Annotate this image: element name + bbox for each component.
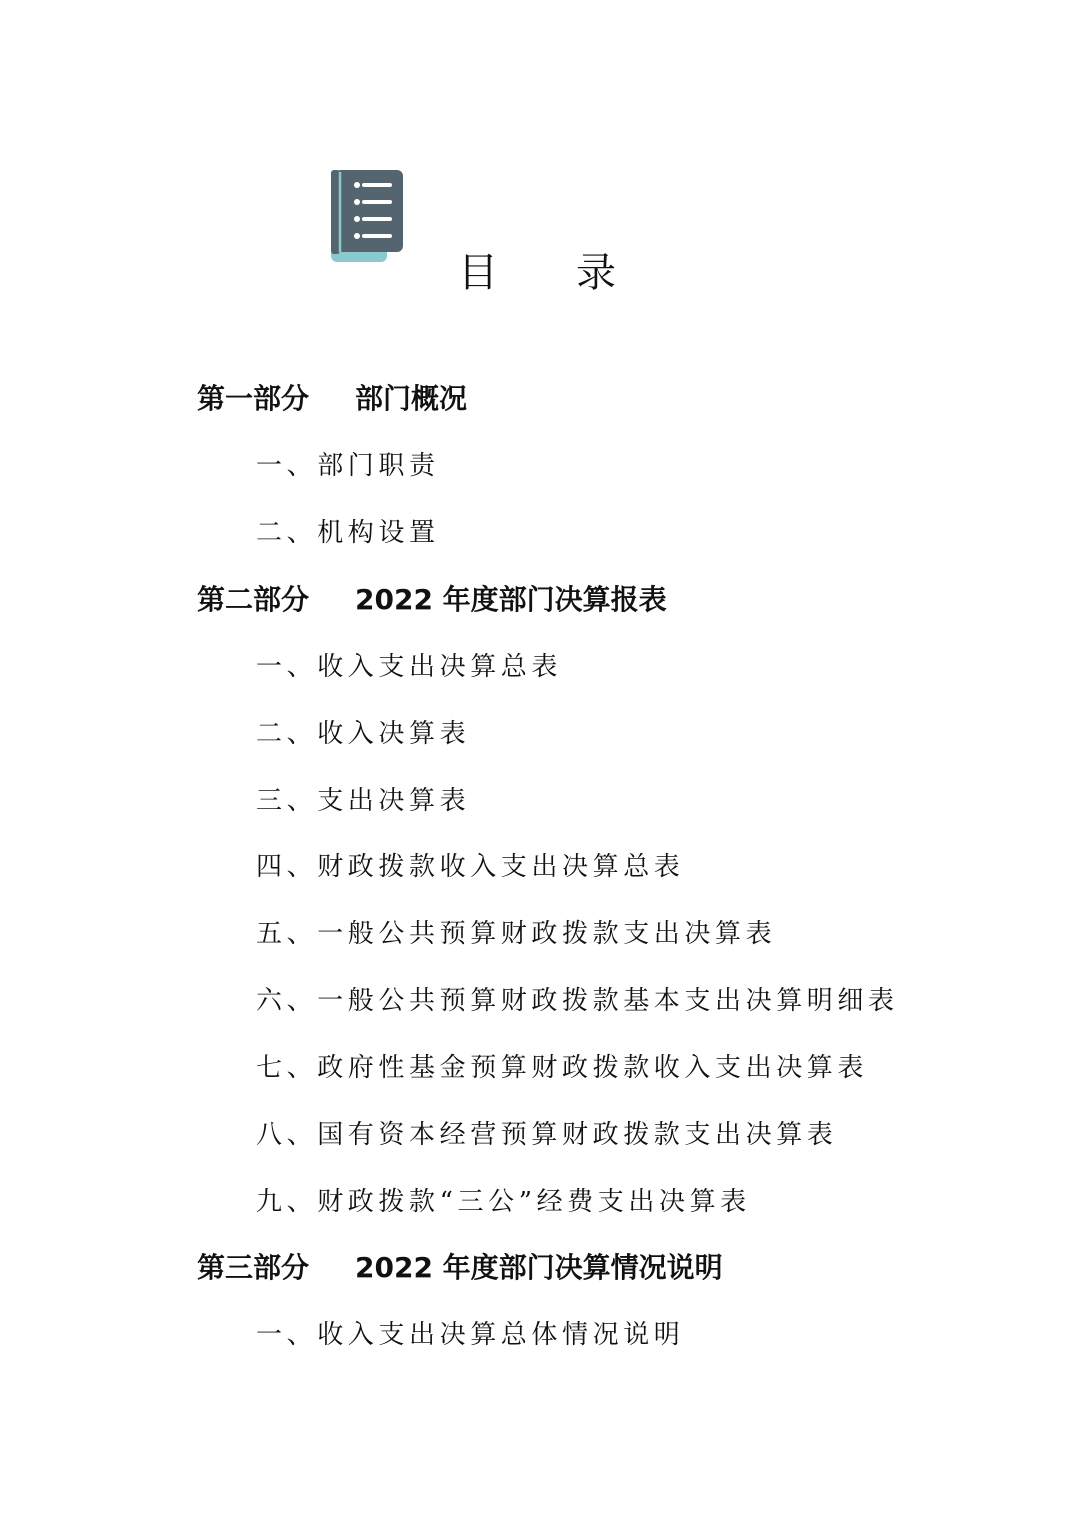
toc-item: 一、收入支出决算总表 [256, 652, 563, 682]
toc-item: 一、部门职责 [256, 451, 440, 481]
toc-part-label: 第三部分 [197, 1251, 310, 1284]
toc-part-label: 第一部分 [197, 382, 310, 415]
toc-item: 九、财政拨款“三公”经费支出决算表 [256, 1187, 751, 1217]
toc-item: 八、国有资本经营预算财政拨款支出决算表 [256, 1120, 838, 1150]
toc-item: 二、机构设置 [256, 518, 440, 548]
toc-part-1 [197, 379, 467, 419]
toc-item: 四、财政拨款收入支出决算总表 [256, 852, 685, 882]
page-title: 目录 [458, 250, 694, 296]
toc-part-3 [197, 1248, 723, 1288]
toc-part-label: 第二部分 [197, 583, 310, 616]
toc-item: 五、一般公共预算财政拨款支出决算表 [256, 919, 777, 949]
toc-part-2 [197, 580, 667, 620]
toc-part-title: 2022 年度部门决算情况说明 [355, 1251, 723, 1284]
toc-item: 七、政府性基金预算财政拨款收入支出决算表 [256, 1053, 869, 1083]
toc-item: 三、支出决算表 [256, 786, 471, 816]
toc-part-title: 2022 年度部门决算报表 [355, 583, 667, 616]
toc-item: 一、收入支出决算总体情况说明 [256, 1320, 685, 1350]
toc-part-title: 部门概况 [355, 382, 468, 415]
list-document-icon [329, 168, 405, 264]
toc-item: 六、一般公共预算财政拨款基本支出决算明细表 [256, 986, 899, 1016]
toc-item: 二、收入决算表 [256, 719, 471, 749]
